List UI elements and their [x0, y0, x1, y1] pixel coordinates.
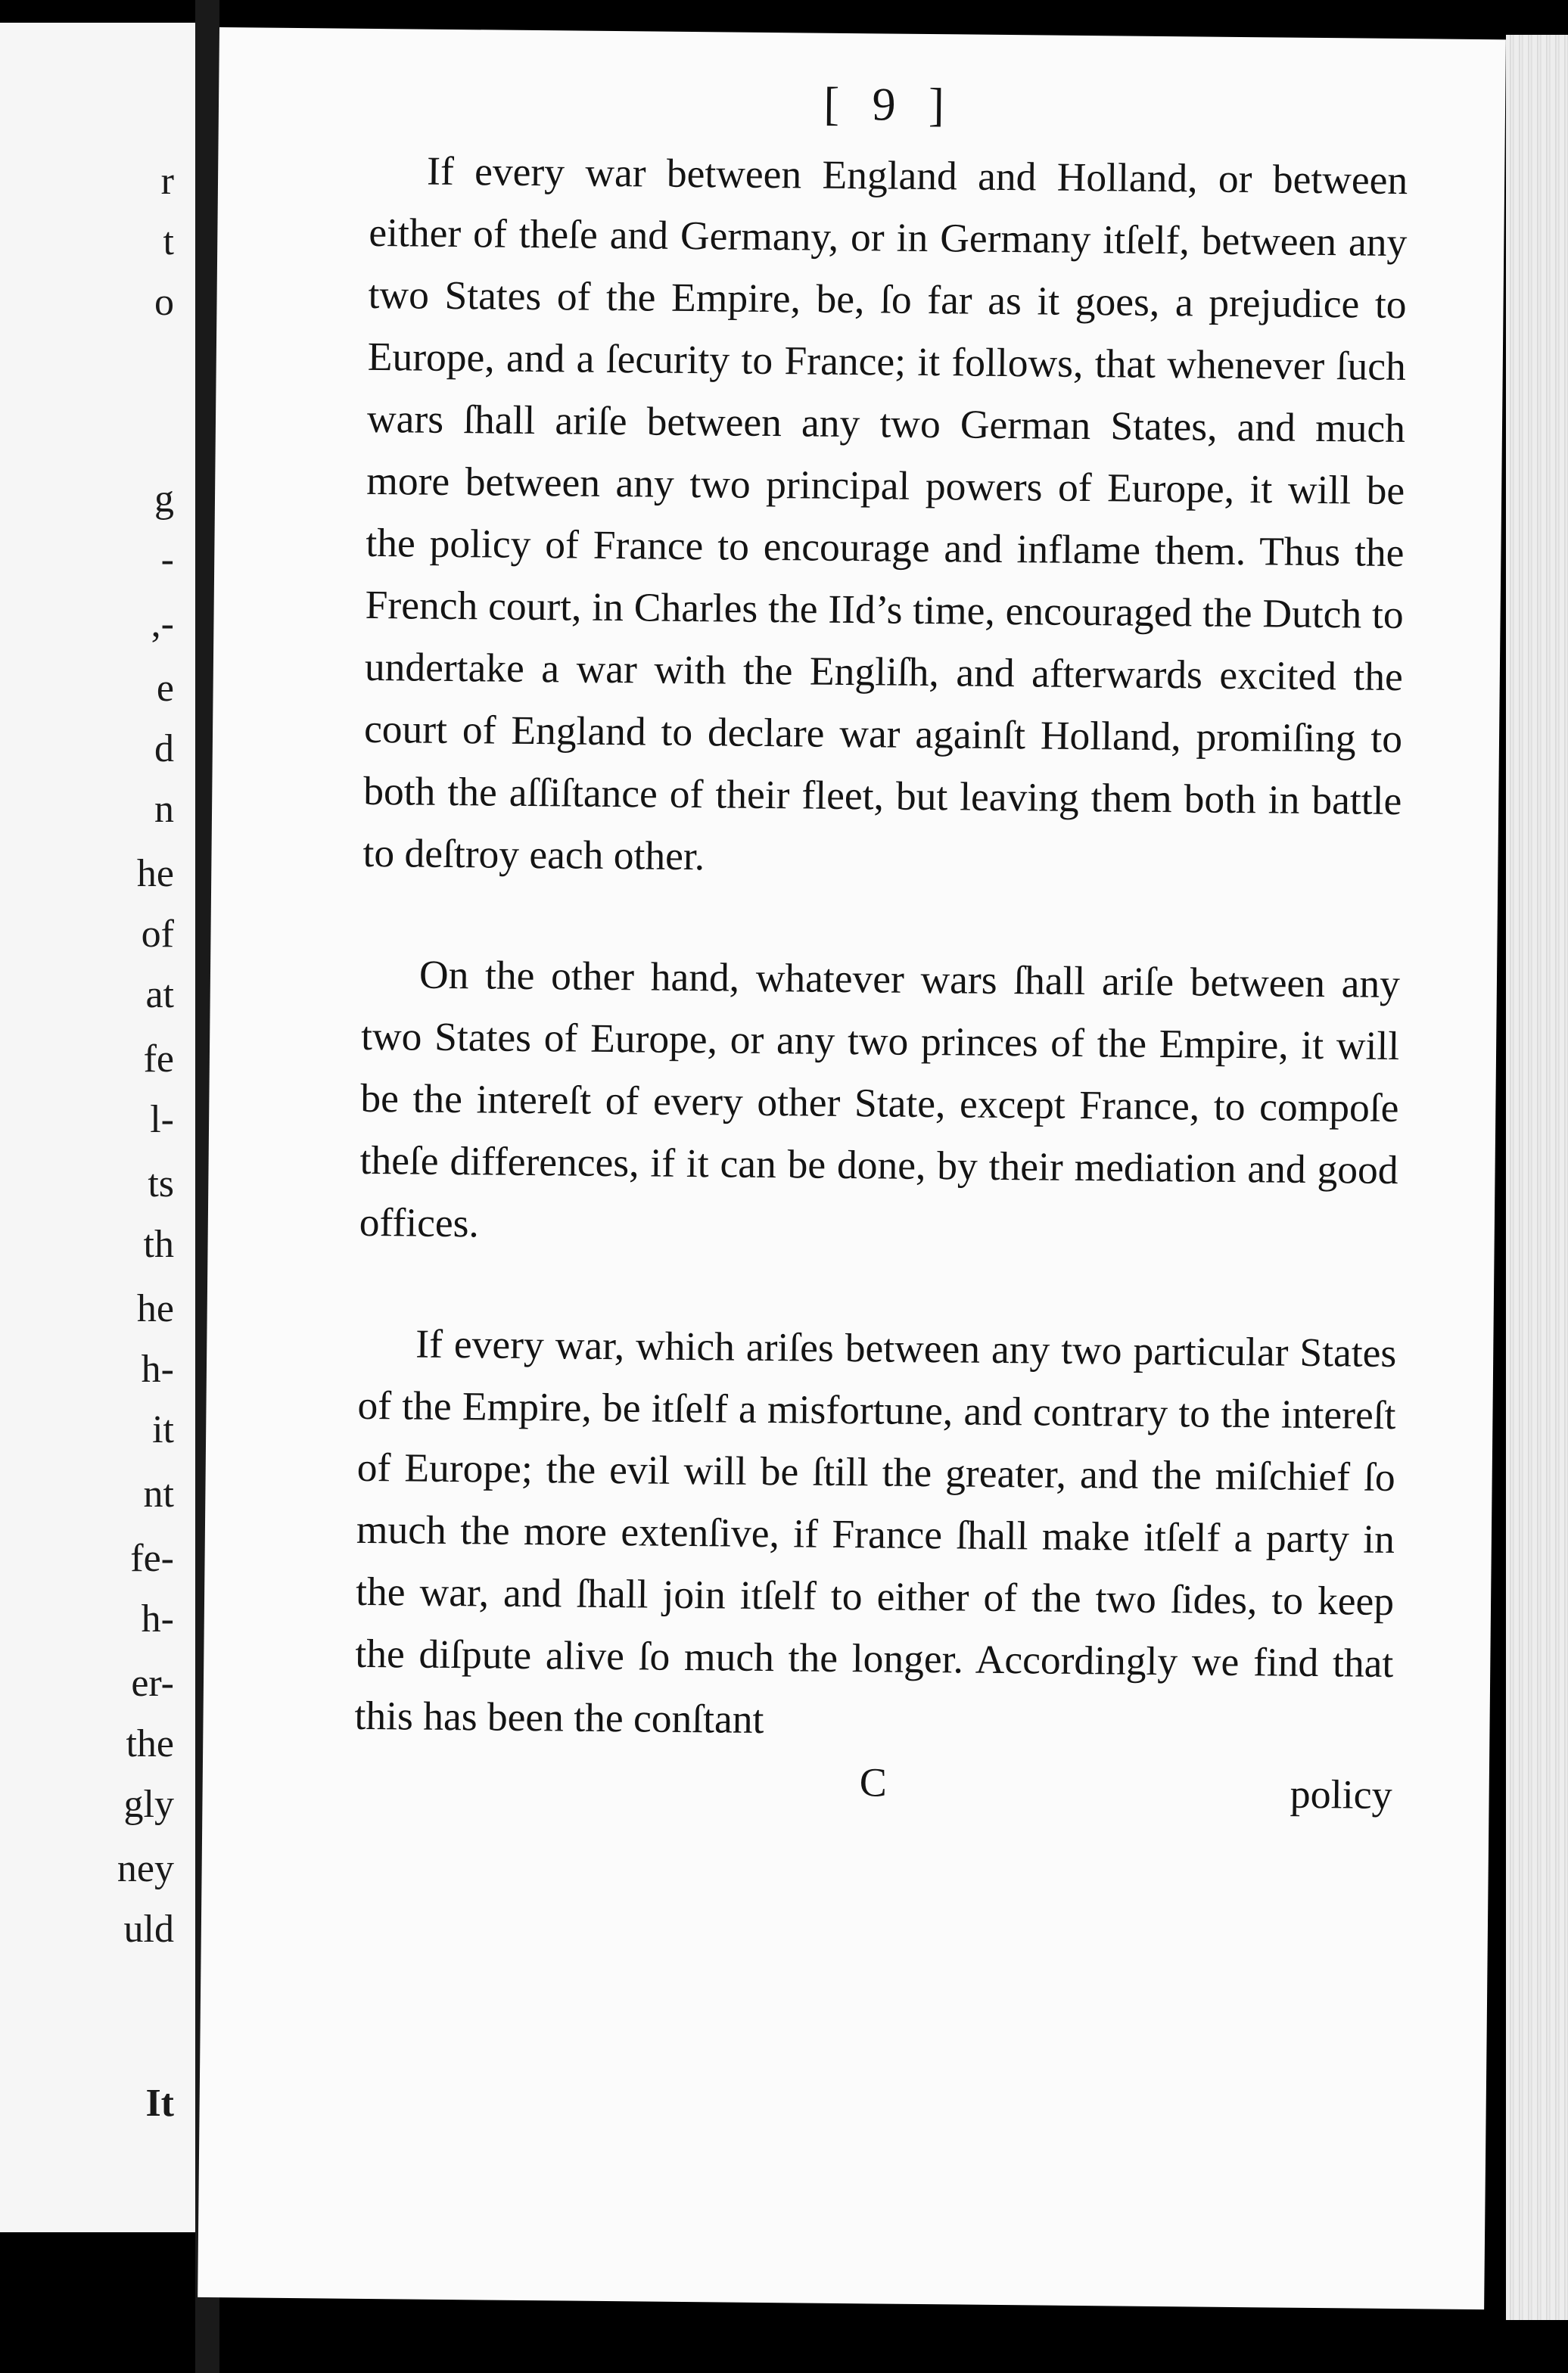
- page-number-header: [ 9 ]: [823, 78, 956, 132]
- paragraph-1: If every war between England and Holland, or between either of theſe and Germany, or in Germany itſelf, between any two States of the Empire, be, ſo far as it goes, a prejudice to Europe, and a ſecurity to France; it follows, that whenever ſuch wars ſhall ariſe between any two German States, and much more between any two principal powers of Europe, it will be the policy of France to encourage and inflame them. Thus the French court, in Charles the IId’s time, encouraged the Dutch to undertake a war with the Engliſh, and afterwards excited the court of England to declare war againſt Holland, promiſing to both the aſſiſtance of their fleet, but leaving them both in battle to deſtroy each other.: [362, 148, 1408, 879]
- left-page-fragment: er-: [131, 1662, 174, 1705]
- left-page-fragment: ney: [117, 1847, 174, 1890]
- left-page-fragment: g: [154, 477, 174, 521]
- left-page-fragment: the: [126, 1722, 174, 1765]
- left-page: [0, 23, 195, 2232]
- left-page-fragment: gly: [123, 1783, 174, 1826]
- left-page-fragment: it: [152, 1408, 174, 1451]
- page-footer: [353, 1746, 1392, 1824]
- page-body: [353, 65, 1408, 1824]
- left-page-fragment: o: [154, 281, 174, 324]
- left-page-fragment: d: [154, 727, 174, 770]
- left-page-fragment: r: [160, 160, 174, 203]
- left-page-fragment: ts: [148, 1162, 174, 1205]
- left-page-fragment: at: [145, 973, 174, 1016]
- signature-mark: C: [859, 1759, 888, 1805]
- left-page-fragment: -: [160, 538, 174, 581]
- left-page-fragment: he: [136, 1287, 174, 1330]
- left-page-fragment: e: [156, 667, 174, 710]
- left-page-fragment: th: [143, 1223, 174, 1266]
- left-page-fragment: fe-: [130, 1537, 174, 1580]
- left-page-fragment: h-: [141, 1348, 174, 1391]
- left-page-fragment: fe: [143, 1037, 174, 1081]
- left-page-fragment: ,-: [151, 602, 174, 645]
- page-edges: [1506, 35, 1568, 2320]
- left-page-fragment: h-: [141, 1597, 174, 1641]
- right-page: [198, 27, 1506, 2309]
- left-page-fragment: nt: [143, 1473, 174, 1516]
- left-page-fragment: of: [141, 913, 174, 956]
- paragraph-3: If every war, which ariſes between any two particular States of the Empire, be itſelf a misfortune, and contrary to the intereſt of Europe; the evil will be ſtill the greater, and the miſchief ſo much the more extenſive, if France ſhall make itſelf a party in the war, and ſhall join itſelf to either of the two ſides, to keep the diſpute alive ſo much the longer. Accordingly we find that this has been the conſtant: [354, 1320, 1397, 1743]
- left-page-fragment: l-: [150, 1098, 174, 1141]
- left-page-fragment: n: [154, 788, 174, 831]
- paragraph-2: On the other hand, whatever wars ſhall ariſe between any two States of Europe, or any two princes of the Empire, it will be the intereſt of every other State, except France, to compoſe theſe differences, if it can be done, by their mediation and good offices.: [359, 951, 1401, 1246]
- catchword: policy: [1290, 1771, 1392, 1818]
- left-page-fragment: t: [163, 220, 174, 263]
- left-page-fragment: It: [145, 2082, 174, 2125]
- left-page-fragment: he: [136, 852, 174, 895]
- left-page-fragment: uld: [123, 1908, 174, 1951]
- left-page-text-fragments: [0, 23, 195, 2232]
